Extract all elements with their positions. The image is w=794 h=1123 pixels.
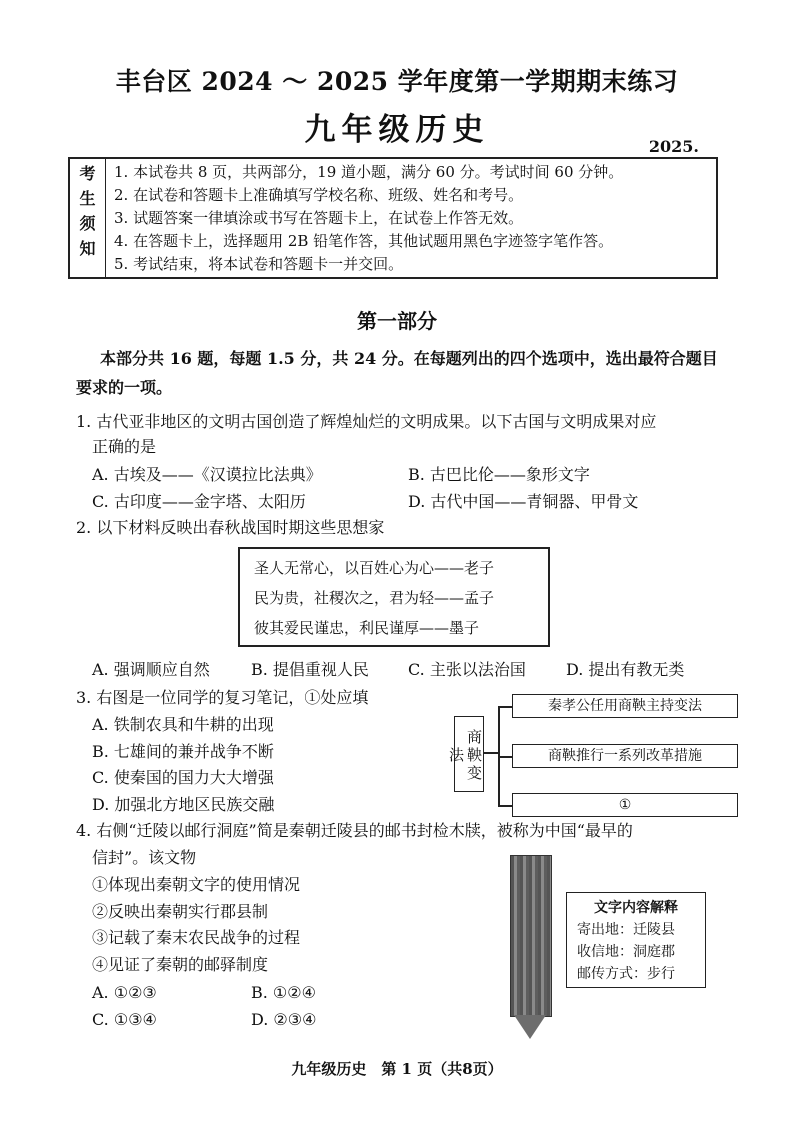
notice-label-char: 须 bbox=[79, 214, 96, 233]
wooden-slip-image bbox=[510, 855, 552, 1017]
q1-option-c[interactable]: C. 古印度——金字塔、太阳历 bbox=[92, 492, 306, 511]
q4-item: ②反映出秦朝实行郡县制 bbox=[92, 902, 269, 921]
q1-stem-cont: 正确的是 bbox=[92, 437, 157, 456]
q3-option-c[interactable]: C. 使秦国的国力大大增强 bbox=[92, 768, 274, 787]
notice-item: 5. 考试结束，将本试卷和答题卡一并交回。 bbox=[114, 255, 404, 273]
q1-option-a[interactable]: A. 古埃及——《汉谟拉比法典》 bbox=[92, 465, 322, 484]
notice-label-char: 考 bbox=[79, 164, 96, 183]
exam-date: 2025. bbox=[648, 137, 699, 156]
notice-label-char: 知 bbox=[79, 239, 96, 258]
q4-item: ③记载了秦末农民战争的过程 bbox=[92, 928, 301, 947]
q3-option-a[interactable]: A. 铁制农具和牛耕的出现 bbox=[92, 715, 274, 734]
explain-heading: 文字内容解释 bbox=[594, 900, 678, 916]
exam-subject: 九年级历史 bbox=[304, 112, 490, 148]
explain-line: 邮传方式：步行 bbox=[577, 966, 675, 982]
notice-item: 3. 试题答案一律填涂或书写在答题卡上，在试卷上作答无效。 bbox=[114, 209, 524, 227]
q2-quote-box bbox=[238, 547, 550, 647]
q2-option-c[interactable]: C. 主张以法治国 bbox=[408, 660, 526, 679]
q2-option-a[interactable]: A. 强调顺应自然 bbox=[92, 660, 210, 679]
notice-label bbox=[70, 159, 106, 277]
flow-connector bbox=[498, 805, 512, 807]
q2-option-b[interactable]: B. 提倡重视人民 bbox=[251, 660, 369, 679]
notice-item: 2. 在试卷和答题卡上准确填写学校名称、班级、姓名和考号。 bbox=[114, 186, 524, 204]
notice-item: 1. 本试卷共 8 页，共两部分，19 道小题，满分 60 分。考试时间 60 分钟。 bbox=[114, 163, 624, 181]
q2-quote: 彼其爱民谨忠，利民谨厚——墨子 bbox=[254, 619, 480, 637]
flow-box-blank: ① bbox=[512, 793, 738, 817]
flow-connector bbox=[484, 752, 498, 754]
q2-quote: 民为贵，社稷次之，君为轻——孟子 bbox=[254, 589, 495, 607]
q4-option-c[interactable]: C. ①③④ bbox=[92, 1010, 157, 1029]
flow-box: 商鞅推行一系列改革措施 bbox=[512, 744, 738, 768]
wooden-slip-tip bbox=[514, 1015, 546, 1039]
q4-explain-box bbox=[566, 892, 706, 988]
notice-item: 4. 在答题卡上，选择题用 2B 铅笔作答，其他试题用黑色字迹签字笔作答。 bbox=[114, 232, 614, 250]
flow-connector bbox=[498, 706, 512, 708]
flow-connector bbox=[498, 756, 512, 758]
notice-label-char: 生 bbox=[79, 189, 96, 208]
q4-item: ①体现出秦朝文字的使用情况 bbox=[92, 875, 301, 894]
q3-option-b[interactable]: B. 七雄间的兼并战争不断 bbox=[92, 742, 274, 761]
q3-note-diagram bbox=[447, 690, 744, 818]
q1-option-d[interactable]: D. 古代中国——青铜器、甲骨文 bbox=[408, 492, 639, 511]
q4-option-d[interactable]: D. ②③④ bbox=[251, 1010, 317, 1029]
q2-stem: 2. 以下材料反映出春秋战国时期这些思想家 bbox=[76, 518, 385, 537]
notice-box bbox=[68, 157, 718, 279]
q3-option-d[interactable]: D. 加强北方地区民族交融 bbox=[92, 795, 275, 814]
q1-option-b[interactable]: B. 古巴比伦——象形文字 bbox=[408, 465, 590, 484]
explain-line: 寄出地：迁陵县 bbox=[577, 922, 675, 938]
explain-line: 收信地：洞庭郡 bbox=[577, 944, 675, 960]
q2-option-d[interactable]: D. 提出有教无类 bbox=[566, 660, 685, 679]
q4-stem-cont: 信封”。该文物 bbox=[92, 848, 197, 867]
exam-title: 丰台区 2024 ～ 2025 学年度第一学期期末练习 bbox=[115, 67, 679, 96]
q1-stem: 1. 古代亚非地区的文明古国创造了辉煌灿烂的文明成果。以下古国与文明成果对应 bbox=[76, 412, 657, 431]
q3-stem: 3. 右图是一位同学的复习笔记，①处应填 bbox=[76, 688, 369, 707]
q2-quote: 圣人无常心，以百姓心为心——老子 bbox=[254, 559, 495, 577]
q4-item: ④见证了秦朝的邮驿制度 bbox=[92, 955, 269, 974]
page-footer: 九年级历史 第 1 页（共8页） bbox=[291, 1060, 503, 1078]
flow-box: 秦孝公任用商鞅主持变法 bbox=[512, 694, 738, 718]
flow-side-label: 商鞅变法 bbox=[454, 716, 484, 792]
section-title: 第一部分 bbox=[357, 309, 437, 333]
q4-stem: 4. 右侧“迁陵以邮行洞庭”简是秦朝迁陵县的邮书封检木牍，被称为中国“最早的 bbox=[76, 821, 633, 840]
section-intro: 本部分共 16 题，每题 1.5 分，共 24 分。在每题列出的四个选项中，选出最符合题目要求的一项。 bbox=[76, 349, 718, 397]
q4-option-b[interactable]: B. ①②④ bbox=[251, 983, 316, 1002]
q4-option-a[interactable]: A. ①②③ bbox=[92, 983, 157, 1002]
